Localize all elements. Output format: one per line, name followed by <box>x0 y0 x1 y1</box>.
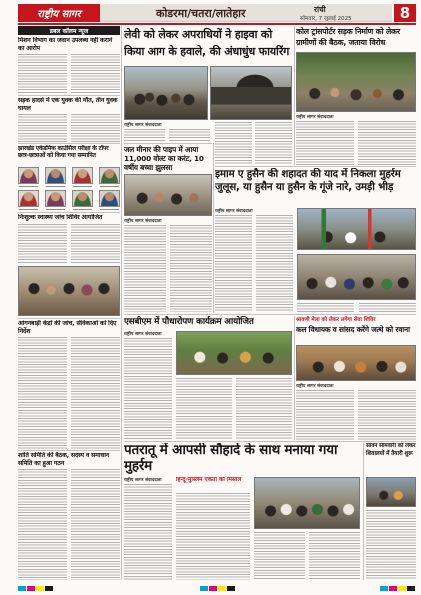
body-text <box>18 54 67 93</box>
left-story-3-headline: झारखंड एकेडमिक काउंसिल परीक्षा के टॉपर छात्र-छात्राओं को किया गया सम्मानित <box>18 145 109 159</box>
masthead-logo: राष्ट्रीय सागर <box>18 4 100 22</box>
body-text <box>18 224 67 264</box>
story-divider <box>18 212 120 213</box>
current-headline: जल मीनार की पाइप में आया 11,000 वोल्ट का करंट, 10 वर्षीय बच्चा झुलसा <box>124 145 204 173</box>
body-text <box>124 338 172 440</box>
body-text <box>366 510 416 580</box>
body-text <box>309 532 360 580</box>
body-text <box>71 224 120 264</box>
photo-caption-line <box>46 209 65 210</box>
masthead-rule <box>18 23 416 25</box>
muharram-headline: इमाम ए हुसैन की शहादत की याद में निकला मुहर्रम जुलूस, या हुसैन या हुसैन के गूंजे नारे, उमड़ी भीड़ <box>215 168 401 193</box>
page-number: 8 <box>394 4 416 22</box>
patratu-byline: राष्ट्रीय सागर संवाददाता <box>124 478 162 483</box>
body-text <box>124 225 166 312</box>
topper-photo <box>99 167 120 184</box>
edition-city: रांची <box>314 5 326 14</box>
body-text <box>176 493 250 580</box>
lead-byline: राष्ट्रीय सागर संवाददाता <box>124 123 162 128</box>
body-text <box>71 469 120 580</box>
body-text <box>296 121 354 165</box>
plantation-photo <box>176 331 292 375</box>
left-story-5-headline: आंगनबाड़ी केंद्रों की जांच, सेविकाओं को दिए निर्देश <box>18 320 117 335</box>
left-story-2-headline: सड़क हादसे में एक युवक की मौत, तीन युवक घायल <box>18 97 118 112</box>
muharram-photo-procession <box>297 208 416 250</box>
edition-date: सोमवार, 7 जुलाई 2025 <box>300 16 352 22</box>
top-right-byline: राष्ट्रीय सागर संवाददाता <box>296 115 334 120</box>
registration-swatch <box>209 586 217 591</box>
body-text <box>170 225 212 312</box>
photo-caption-line <box>100 209 119 210</box>
column-rule <box>121 26 122 580</box>
section-title: कोडरमा/चतरा/लातेहार <box>156 7 246 20</box>
camp-photo <box>296 345 416 381</box>
registration-swatch <box>407 586 415 591</box>
registration-swatch <box>389 586 397 591</box>
story-divider <box>18 318 120 319</box>
muharram-byline: राष्ट्रीय सागर संवाददाता <box>215 209 253 214</box>
left-story-1-headline: मिशन विभाग का जवान उपलब्ध नहीं कराने का आरोप <box>18 37 112 52</box>
muharram-photo-crowd <box>297 254 416 300</box>
registration-swatch <box>18 586 26 591</box>
patratu-headline: पतरातू में आपसी सौहार्द के साथ मनाया गया मुहर्रम <box>124 443 338 474</box>
photo-caption-line <box>73 186 92 187</box>
body-text <box>358 121 416 165</box>
topper-photo <box>18 167 39 184</box>
body-text <box>18 469 67 580</box>
registration-swatch <box>227 586 235 591</box>
topper-photo <box>72 167 93 184</box>
story-divider <box>18 143 120 144</box>
registration-swatch <box>380 586 388 591</box>
column-rule <box>213 143 214 313</box>
body-text <box>176 378 232 440</box>
registration-swatch <box>27 586 35 591</box>
body-text <box>124 129 165 142</box>
photo-caption-line <box>46 186 65 187</box>
plantation-headline: एसबीएम में पौधारोपण कार्यक्रम आयोजित <box>124 317 254 327</box>
story-divider <box>18 95 120 96</box>
camp-byline: राष्ट्रीय सागर संवाददाता <box>296 384 334 389</box>
left-story-4-headline: निःशुल्क स्वास्थ्य जांच शिविर आयोजित <box>18 214 103 221</box>
photo-caption-line <box>73 209 92 210</box>
lead-photo-crowd <box>124 66 208 120</box>
plantation-byline: राष्ट्रीय सागर संवाददाता <box>124 332 162 337</box>
body-text <box>18 114 67 142</box>
current-photo <box>124 174 212 216</box>
topper-photo <box>18 190 39 207</box>
topper-photo <box>99 190 120 207</box>
current-byline: राष्ट्रीय सागर संवाददाता <box>124 219 162 224</box>
top-right-photo <box>296 52 416 112</box>
topper-photo <box>45 190 66 207</box>
double-column-label: डबल कॉलम न्यूज <box>18 26 120 35</box>
registration-swatch <box>398 586 406 591</box>
sawan-photo <box>366 477 416 507</box>
camp-headline: कल विधायक व सांसद करेंगे जत्थे को रवाना <box>296 325 410 334</box>
topper-photo <box>72 190 93 207</box>
column-rule <box>363 443 364 580</box>
registration-swatch <box>36 586 44 591</box>
body-text <box>296 390 354 440</box>
body-text <box>169 129 210 142</box>
top-right-headline: कोल ट्रांसपोर्टर सड़क निर्माण को लेकर ग्रामीणों की बैठक, जताया विरोध <box>296 27 400 47</box>
body-text <box>254 532 305 580</box>
column-rule <box>294 316 295 440</box>
body-text <box>71 54 120 93</box>
section-divider <box>124 441 416 442</box>
story-divider <box>215 166 416 167</box>
section-divider <box>124 314 416 315</box>
patratu-subhead: हिन्दू-मुस्लिम एकता की मिसाल <box>176 477 242 483</box>
left-story-6-headline: शांति समिति की बैठक, सदस्य व समाधान समिति का हुआ गठन <box>18 452 109 467</box>
body-text <box>215 122 252 165</box>
topper-photo <box>45 167 66 184</box>
section-band <box>100 4 392 22</box>
body-text <box>124 484 172 580</box>
registration-swatch <box>218 586 226 591</box>
body-text <box>358 390 416 440</box>
camp-kicker: श्रावणी मेला को लेकर लगेगा सेवा शिविर <box>296 317 376 323</box>
body-text <box>255 122 292 165</box>
lead-headline: लेवी को लेकर अपराधियों ने हाइवा को किया आग के हवाले, की अंधाधुंध फायरिंग <box>124 28 290 58</box>
story-divider <box>124 143 212 144</box>
body-text <box>215 215 252 312</box>
body-text <box>256 215 293 312</box>
sawan-headline: सावन सोमवारी को लेकर शिवालयों में तैयारी शुरू <box>366 443 416 457</box>
registration-swatch <box>45 586 53 591</box>
body-text <box>359 303 416 312</box>
story-photo <box>18 266 120 316</box>
patratu-photo <box>254 477 360 529</box>
body-text <box>297 303 354 312</box>
body-text <box>71 337 120 449</box>
body-text <box>71 114 120 142</box>
photo-caption-line <box>19 209 38 210</box>
photo-caption-line <box>100 186 119 187</box>
registration-swatch <box>200 586 208 591</box>
lead-photo-truck <box>210 66 292 120</box>
body-text <box>18 337 67 449</box>
column-rule <box>294 26 295 165</box>
body-text <box>236 378 292 440</box>
story-divider <box>18 450 120 451</box>
photo-caption-line <box>19 186 38 187</box>
